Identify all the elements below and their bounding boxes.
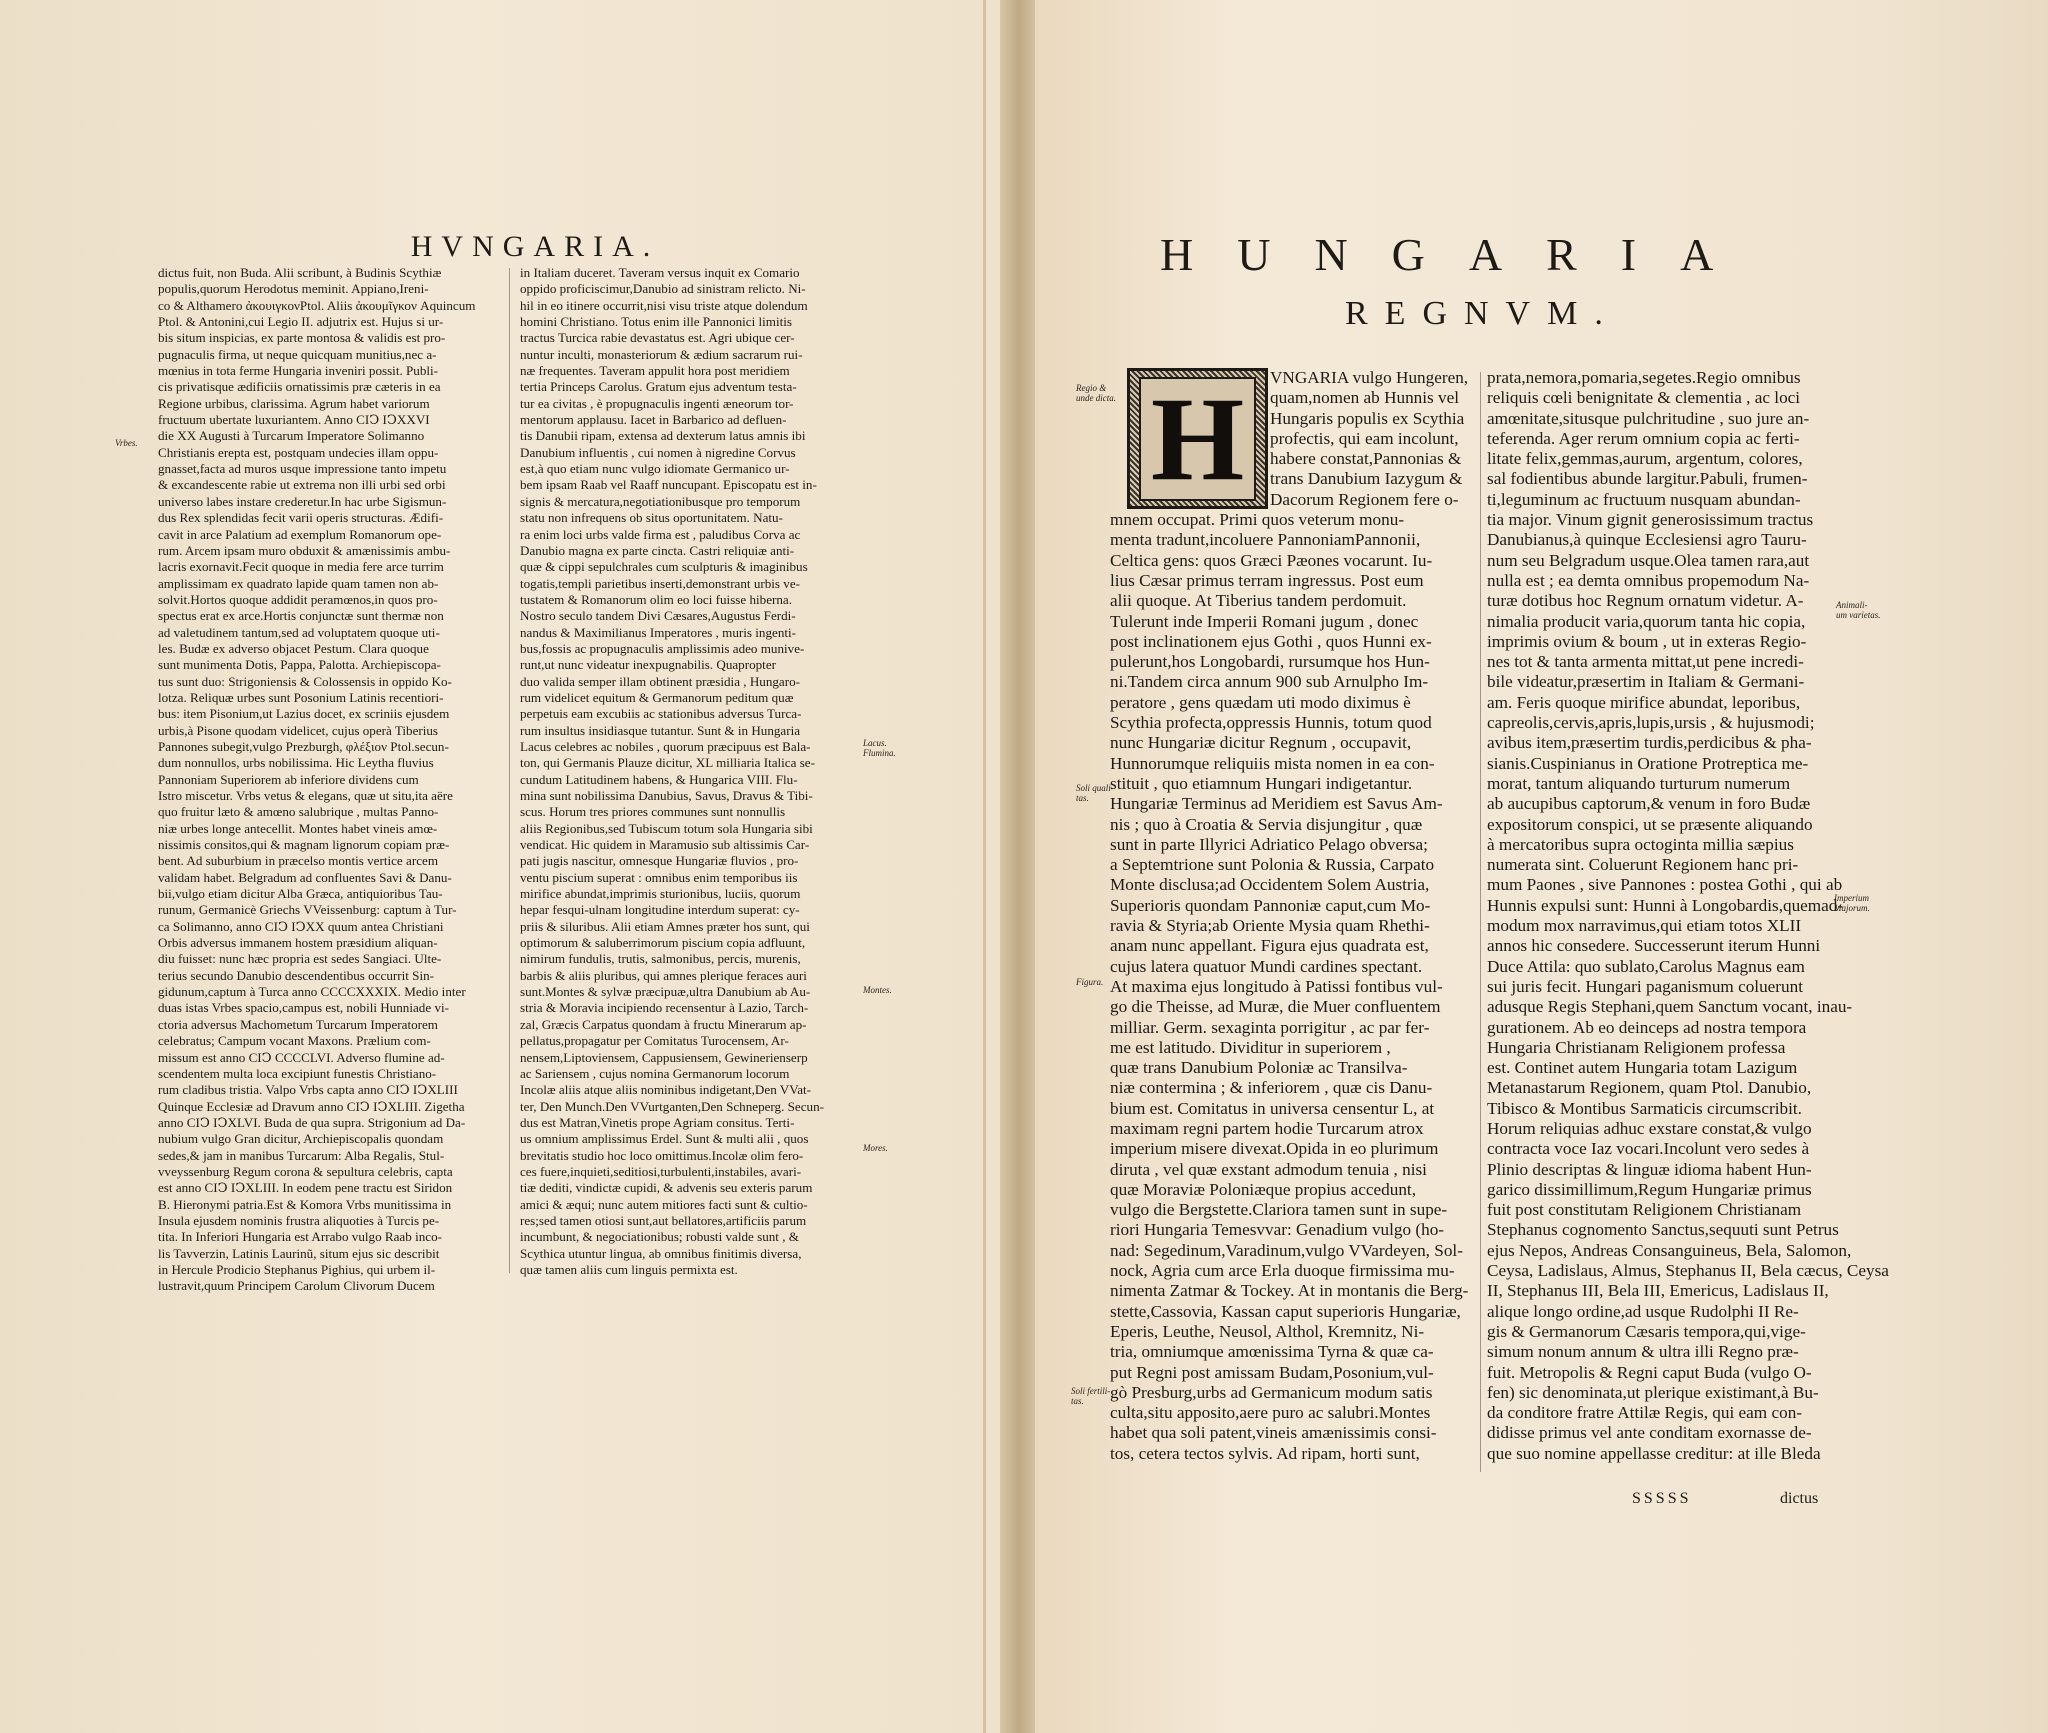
text-line: cavit in arce Palatium ad exemplum Romanorum ope- [158, 526, 442, 542]
catchword: dictus [1780, 1490, 1819, 1507]
text-line: quæ trans Danubium Poloniæ ac Transilva- [1110, 1058, 1408, 1078]
text-line: Pannones subegit,vulgo Prezburgh, φλέξιον Ptol.secun- [158, 738, 449, 754]
text-line: lacris exornavit.Fecit quoque in media fere arce turrim [158, 559, 444, 575]
left-running-head: HVNGARIA. [410, 230, 660, 263]
text-line: runt,ut nunc videatur inexpugnabilis. Quapropter [520, 657, 776, 673]
text-line: pati jugis nascitur, omnesque Hungariæ fluvios , pro- [520, 853, 799, 869]
text-line: validam habet. Belgradum ad confluentes Savi & Danu- [158, 869, 452, 885]
text-line: quæ & cippi sepulchrales cum sculpturis & imaginibus [520, 559, 808, 575]
text-line: mœnius in tota ferme Hungaria inveniri possit. Publi- [158, 363, 439, 379]
right-page-subtitle: REGNVM. [1345, 295, 1620, 332]
text-line: milliar. Germ. sexaginta porrigitur , ac par fer- [1110, 1017, 1430, 1037]
text-line: menta tradunt,incoluere PannoniamPannonii, [1110, 530, 1421, 550]
text-line: expositorum conspici, ut se præsente aliquando [1487, 814, 1813, 834]
text-line: nad: Segedinum,Varadinum,vulgo VVardeyen, Sol- [1110, 1240, 1463, 1260]
text-line: spectus erat ex arce.Hortis conjunctæ sunt thermæ non [158, 608, 444, 624]
text-line: runum, Germanicè Griechs VVeissenburg: captum à Tur- [158, 902, 457, 918]
text-line: ab aucupibus captorum,& venum in foro Budæ [1487, 794, 1811, 814]
text-line: ac Sariensem , cujus nomina Germanorum locorum [520, 1065, 790, 1081]
text-line: Danubianus,à quinque Ecclesiensi agro Tauru- [1487, 530, 1807, 550]
text-line: brevitatis studio hoc loco omittimus.Incolæ olim fero- [520, 1147, 804, 1163]
text-line: aliis Regionibus,sed Tubiscum totum sola Hungaria sibi [520, 820, 813, 836]
text-line: anam nunc appellant. Figura ejus quadrata est, [1110, 936, 1429, 956]
text-line: co & Althamero ἀκουιγκονPtol. Aliis ἀκουμῖγκον Aquincum [158, 297, 476, 313]
text-line: lius Cæsar primus terram ingressus. Post eum [1110, 570, 1424, 590]
text-line: que suo nomine appellasse creditur: at ille Bleda [1487, 1443, 1821, 1463]
margin-note-situs: Soli quali- tas. [1076, 783, 1114, 803]
text-line: Insula ejusdem nominis frustra aliquoties à Turcis pe- [158, 1212, 440, 1228]
text-line: anno CIↃ IↃXLVI. Buda de qua supra. Strigonium ad Da- [158, 1114, 466, 1130]
text-line: imprimis ovium & boum , ut in exteras Regio- [1487, 631, 1807, 651]
text-line: nimenta Zatmar & Tockey. At in montanis die Berg- [1110, 1281, 1469, 1301]
margin-note-figura: Figura. [1076, 977, 1104, 987]
text-line: rum. Arcem ipsam muro obduxit & amænissimis ambu- [158, 542, 451, 558]
text-line: dum nonnullos, urbs nobilissima. Hic Leytha fluvius [158, 755, 434, 771]
text-line: stituit , quo etiamnum Hungari indigetantur. [1110, 773, 1413, 793]
text-line: modum mox narravimus,qui etiam totos XLII [1487, 916, 1802, 936]
text-line: amplissimam ex quadrato lapide quam tamen non ab- [158, 575, 439, 591]
text-line: solvit.Hortos quoque addidit peramœnos,in quos pro- [158, 591, 438, 607]
text-line: Hungaria Christianam Religionem professa [1487, 1037, 1786, 1057]
left-page [0, 0, 1000, 1733]
text-line: Danubio magna ex parte cincta. Castri reliquiæ anti- [520, 542, 795, 558]
text-line: mnem occupat. Primi quos veterum monu- [1110, 510, 1405, 530]
text-line: est,à quo etiam nunc vulgo idiomate Germanico ur- [520, 461, 790, 477]
text-line: lis Tavverzin, Latinis Laurinũ, situm ejus sic describit [158, 1245, 440, 1261]
text-line: alique longo ordine,ad usque Rudolphi II Re- [1487, 1301, 1799, 1321]
text-line: Danubium influentis , cui nomen à nigredine Corvus [520, 444, 796, 460]
margin-note-montes: Montes. [863, 985, 892, 995]
margin-note-mores: Mores. [863, 1143, 888, 1153]
text-line: est. Continet autem Hungaria totam Lazigum [1487, 1058, 1798, 1078]
text-line: tis Danubii ripam, extensa ad dexterum latus amnis ibi [520, 428, 806, 444]
text-line: culta,situ apposito,aere puro ac salubri.Montes [1110, 1403, 1431, 1423]
text-line: Scythica utuntur lingua, ab omnibus finitimis diversa, [520, 1245, 802, 1261]
text-line: riori Hungaria Temesvvar: Genadium vulgo (ho- [1110, 1220, 1445, 1240]
text-line: gnasset,facta ad muros usque impressione tanto impetu [158, 461, 447, 477]
left-page-edge [983, 0, 986, 1733]
text-line: VNGARIA vulgo Hungeren, [1270, 368, 1469, 387]
text-line: Hungariæ Terminus ad Meridiem est Savus Am- [1110, 794, 1443, 814]
text-line: amœnitate,situsque pulchritudine , suo jure an- [1487, 408, 1810, 428]
text-line: incumbunt, & negociationibus; robusti valde sunt , & [520, 1229, 799, 1245]
text-line: lotza. Reliquæ urbes sunt Posonium Latinis recentiori- [158, 689, 444, 705]
text-line: Monte disclusa;ad Occidentem Solem Austria, [1110, 875, 1430, 895]
text-line: mirifice abundat,imprimis sturionibus, luciis, quorum [520, 886, 801, 902]
text-line: tus sunt duo: Strigoniensis & Colossensis in oppido Ko- [158, 673, 452, 689]
text-line: II, Stephanus III, Bela III, Emericus, Ladislaus II, [1487, 1281, 1829, 1301]
text-line: optimorum & saluberrimorum piscium copia adfluunt, [520, 935, 806, 951]
text-line: togatis,templi parietibus inserti,demonstrant urbis ve- [520, 575, 801, 591]
text-line: habet qua soli patent,vineis amænissimis consi- [1110, 1423, 1437, 1443]
text-line: tos, cetera tectos sylvis. Ad ripam, horti sunt, [1110, 1443, 1420, 1463]
text-line: nis ; quo à Croatia & Servia disjungitur , quæ [1110, 814, 1423, 834]
text-line: lustravit,quum Principem Carolum Clivorum Ducem [158, 1278, 435, 1294]
text-line: morat, tantum aliquando turturum numerum [1487, 773, 1791, 793]
text-line: pulerunt,hos Longobardi, rursumque hos Hun- [1110, 652, 1430, 672]
text-line: missum est anno CIↃ CCCCLVI. Adverso flumine ad- [158, 1049, 445, 1065]
text-line: duo valida semper illam obtinent præsidia , Hungaro- [520, 673, 801, 689]
text-line: ventu piscium superat : omnibus enim temporibus iis [520, 869, 798, 885]
text-line: terius secundo Danubio descendentibus occurrit Sin- [158, 967, 434, 983]
text-line: amici & æqui; nunc autem mitiores facti sunt & cultio- [520, 1196, 808, 1212]
text-line: Lacus celebres ac nobiles , quorum præcipuus est Bala- [520, 738, 811, 754]
text-line: teferenda. Ager rerum omnium copia ac ferti- [1487, 428, 1800, 448]
text-line: litate felix,gemmas,aurum, argentum, colores, [1487, 449, 1803, 469]
column-divider-left [509, 268, 510, 1273]
text-line: priis & siluribus. Alii etiam Amnes præter hos sunt, qui [520, 918, 810, 934]
text-line: us omnium amplissimus Erdel. Sunt & multi alii , quos [520, 1131, 809, 1147]
text-line: a Septemtrione sunt Polonia & Russia, Carpato [1110, 855, 1435, 875]
text-line: profectis, qui eam incolunt, [1270, 428, 1459, 448]
text-line: niæ urbes longe antecellit. Montes habet vineis amœ- [158, 820, 438, 836]
text-line: annos hic consedere. Successerunt iterum Hunni [1487, 936, 1821, 956]
text-line: ravia & Styria;ab Oriente Mysia quam Rhethi- [1110, 916, 1430, 936]
text-line: mina sunt nobilissima Danubius, Savus, Dravus & Tibi- [520, 788, 813, 803]
text-line: Christianis erepta est, postquam undecies illam oppu- [158, 444, 439, 460]
text-line: Hungaris populis ex Scythia [1270, 408, 1465, 428]
text-line: res;sed tamen otiosi sunt,aut bellatores,artificiis parum [520, 1212, 807, 1228]
text-line: fen) sic denominata,ut plerique existimant,à Bu- [1487, 1382, 1819, 1402]
left-text-column-2 [520, 265, 860, 1278]
right-text-column-1 [1110, 368, 1475, 1464]
text-line: Scythia profecta,oppressis Hunnis, totum quod [1110, 713, 1432, 733]
text-line: bile videatur,præsertim in Italiam & Germani- [1487, 672, 1805, 692]
text-line: Stephanus cognomento Sanctus,sequuti sunt Petrus [1487, 1220, 1839, 1240]
text-line: Eperis, Leuthe, Neusol, Althol, Kremnitz, Ni- [1110, 1321, 1425, 1341]
text-line: fuit. Metropolis & Regni caput Buda (vulgo O- [1487, 1362, 1812, 1382]
text-line: pugnaculis firma, ut neque quicquam munitius,nec a- [158, 346, 437, 362]
text-line: ni.Tandem circa annum 900 sub Arnulpho Im- [1110, 672, 1429, 692]
text-line: go die Theisse, ad Muræ, die Muer confluentem [1110, 997, 1441, 1017]
text-line: nock, Agria cum arce Erla duoque firmissima mu- [1110, 1261, 1455, 1281]
text-line: Regione urbibus, clarissima. Agrum habet variorum [158, 395, 430, 411]
text-line: nissimis consitos,qui & magnam lignorum copiam præ- [158, 837, 450, 853]
text-line: Hunnis expulsi sunt: Hunni à Longobardis,quemad- [1487, 895, 1844, 915]
text-line: Orbis adversus immanem hostem præsidium aliquan- [158, 935, 438, 951]
text-line: avibus item,præsertim turdis,perdicibus & pha- [1487, 733, 1812, 753]
text-line: Tulerunt inde Imperii Romani jugum , donec [1110, 611, 1419, 631]
text-line: turæ dotibus hoc Regnum ornatum videtur. A- [1487, 591, 1804, 611]
text-line: signis & mercatura,negotiationibusque pro temporum [520, 493, 801, 509]
text-line: hil in eo itinere occurrit,nisi visu triste atque dolendum [520, 297, 808, 313]
text-line: barbis & aliis pluribus, qui amnes plerique feraces auri [520, 967, 807, 983]
margin-note-urbes: Vrbes. [115, 438, 138, 448]
text-line: bent. Ad suburbium in præcelso montis vertice arcem [158, 853, 439, 869]
text-line: nimirum fundulis, trutis, salmonibus, percis, murenis, [520, 951, 801, 967]
text-line: reliquis cœli benignitate & clementia , ac loci [1487, 388, 1801, 408]
margin-note-animalia: Animali- um varietas. [1836, 600, 1881, 620]
text-line: am. Feris quoque mirifice abundat, leporibus, [1487, 692, 1801, 712]
text-line: da conditore fratre Attilæ Regis, qui eam con- [1487, 1403, 1803, 1423]
text-line: die XX Augusti à Turcarum Imperatore Solimanno [158, 428, 425, 444]
text-line: Horum reliquias adhuc exstare constat,& vulgo [1487, 1118, 1812, 1138]
text-line: gurationem. Ab eo deinceps ad nostra tempora [1487, 1017, 1807, 1037]
text-line: sal fodientibus abunde largitur.Pabuli, frumen- [1487, 469, 1808, 489]
text-line: Dacorum Regionem fere o- [1270, 489, 1459, 509]
text-line: oppido proficiscimur,Danubio ad sinistram relicto. Ni- [520, 281, 806, 297]
text-line: tria, omniumque amœnissima Tyrna & quæ ca- [1110, 1342, 1434, 1362]
text-line: est anno CIↃ IↃXLIII. In eodem pene tractu est Siridon [158, 1180, 453, 1196]
text-line: duas istas Vrbes spacio,campus est, nobili Hunniade vi- [158, 1000, 449, 1016]
text-line: & excandescente rabie ut extrema non illi urbi sed orbi [158, 477, 446, 493]
text-line: bis situm inspicias, ex parte montosa & validis est pro- [158, 330, 446, 346]
text-line: dictus fuit, non Buda. Alii scribunt, à Budinis Scythiæ [158, 265, 442, 280]
text-line: Superioris quondam Pannoniæ caput,cum Mo- [1110, 895, 1431, 915]
text-line: Nostro seculo tandem Divi Cæsares,Augustus Ferdi- [520, 608, 796, 624]
text-line: urbis,à Pisone quodam videlicet, cujus operà Tiberius [158, 722, 439, 738]
text-line: à mercatoribus supra octoginta millia sæpius [1487, 834, 1794, 854]
text-line: ra enim loci urbs valde firma est , paludibus Corva ac [520, 526, 801, 542]
text-line: quæ Moraviæ Poloniæque propius accedunt, [1110, 1179, 1417, 1199]
text-line: pellatus,propagatur per Comitatus Turocensem, Ar- [520, 1033, 789, 1049]
text-line: gò Presburg,urbs ad Germanicum modum satis [1110, 1382, 1433, 1402]
book-gutter [1000, 0, 1035, 1733]
text-line: imperium misere divexat.Opida in eo plurimum [1110, 1139, 1439, 1159]
text-line: stette,Cassovia, Kassan caput superioris Hungariæ, [1110, 1301, 1461, 1321]
text-line: bium est. Comitatus in universa censentur L, at [1110, 1098, 1435, 1118]
text-line: mum Paones , sive Pannones : postea Gothi , qui ab [1487, 875, 1843, 895]
text-line: habere constat,Pannonias & [1270, 449, 1462, 469]
text-line: ejus Nepos, Andreas Consanguineus, Bela, Salomon, [1487, 1240, 1852, 1260]
text-line: post inclinationem ejus Gothi , quos Hunni ex- [1110, 631, 1432, 651]
text-line: capreolis,cervis,apris,lupis,ursis , & hujusmodi; [1487, 713, 1815, 733]
text-line: rum insultus insidiasque tutantur. Sunt & in Hungaria [520, 722, 801, 738]
margin-note-imperium: Imperium Majorum. [1834, 893, 1870, 913]
text-line: ton, qui Germanis Plauze dicitur, XL milliaria Italica se- [520, 755, 815, 771]
text-line: in Italiam duceret. Taveram versus inquit ex Comario [520, 265, 800, 280]
text-line: ad valetudinem tantum,sed ad voluptatem quoque uti- [158, 624, 440, 640]
text-line: bus,fossis ac propugnaculis amplissimis adeo munive- [520, 640, 805, 656]
text-line: Ptol. & Antonini,cui Legio II. adjutrix est. Hujus si ur- [158, 314, 444, 330]
text-line: populis,quorum Herodotus meminit. Appiano,Ireni- [158, 281, 429, 297]
text-line: sedes,& jam in manibus Turcarum: Alba Regalis, Stul- [158, 1147, 445, 1163]
text-line: quæ tamen aliis cum linguis permixta est. [520, 1261, 738, 1277]
text-line: diu fuisset: nunc hæc propria est sedes Sangiaci. Ulte- [158, 951, 442, 967]
text-line: contracta voce Iaz vocari.Incolunt vero sedes à [1487, 1139, 1810, 1159]
text-line: tractus Turcica rabie devastatus est. Agri ubique cer- [520, 330, 795, 346]
text-line: Duce Attila: quo sublato,Carolus Magnus eam [1487, 956, 1805, 976]
text-line: vveyssenburg Regum corona & sepultura celebris, capta [158, 1163, 453, 1179]
text-line: ces fuere,inquieti,seditiosi,turbulenti,instabiles, avari- [520, 1163, 802, 1179]
text-line: quam,nomen ab Hunnis vel [1270, 388, 1460, 408]
text-line: gidunum,captum à Turca anno CCCCXXXIX. Medio inter [158, 984, 466, 1000]
text-line: alii quoque. At Tiberius tandem perdomuit. [1110, 591, 1407, 611]
text-line: mentorum applausu. Iacet in Barbarico ad defluen- [520, 412, 787, 428]
text-line: hepar fesqui-ulnam longitudine interdum superat: cy- [520, 902, 800, 918]
text-line: Ceysa, Ladislaus, Almus, Stephanus II, Bela cæcus, Ceysa [1487, 1261, 1889, 1281]
text-line: cundum Latitudinem habens, & Hungarica VIII. Flu- [520, 771, 798, 787]
column-divider-right [1480, 372, 1481, 1472]
text-line: scus. Horum tres priores communes sunt nonnullis [520, 804, 786, 820]
text-line: Metanastarum Regionem, quam Ptol. Danubio, [1487, 1078, 1812, 1098]
text-line: Pannoniam Superiorem ab inferiore dividens cum [158, 771, 419, 787]
text-line: prata,nemora,pomaria,segetes.Regio omnibus [1487, 368, 1801, 387]
text-line: bem ipsam Raab vel Raaff nuncupant. Episcopatu est in- [520, 477, 817, 493]
text-line: sunt munimenta Dotis, Pappa, Palotta. Archiepiscopa- [158, 657, 441, 673]
text-line: bus: item Pisonium,ut Lazius docet, ex scriniis ejusdem [158, 706, 450, 722]
text-line: dus est Matran,Vinetis prope Agriam consitus. Terti- [520, 1114, 795, 1130]
text-line: Istro miscetur. Vrbs vetus & elegans, quæ ut situ,ita aëre [158, 788, 453, 803]
margin-note-soli-fertilitas: Soli fertili- tas. [1071, 1386, 1111, 1406]
text-line: statu non infrequens ob situs oportunitatem. Natu- [520, 510, 783, 526]
text-line: stria & Moravia incipiendo recensentur à Lazio, Tarch- [520, 1000, 809, 1016]
margin-note-regio: Regio & unde dicta. [1076, 383, 1116, 403]
text-line: bii,vulgo etiam dicitur Alba Græca, antiquioribus Tau- [158, 886, 443, 902]
text-line: quo fruitur læto & amœno salubrique , multas Panno- [158, 804, 439, 820]
text-line: Incolæ aliis atque aliis nominibus indigetant,Den VVat- [520, 1082, 812, 1098]
signature-mark: SSSSS [1632, 1490, 1692, 1507]
text-line: scendentem multa loca excipiunt funestis Christiano- [158, 1065, 437, 1081]
text-line: Quinque Ecclesiæ ad Dravum anno CIↃ IↃXLIII. Zigetha [158, 1098, 465, 1114]
text-line: niæ contermina ; & inferiorem , quæ cis Danu- [1110, 1078, 1433, 1098]
text-line: tustatem & Romanorum olim eo loci fuisse hiberna. [520, 591, 793, 607]
text-line: nuntur inculti, monasteriorum & ædium sacrarum rui- [520, 346, 803, 362]
text-line: homini Christiano. Totus enim ille Pannonici limitis [520, 314, 792, 330]
text-line: rum cladibus tristia. Valpo Vrbs capta anno CIↃ IↃXLIII [158, 1082, 458, 1098]
text-line: didisse primus vel ante conditam exornasse de- [1487, 1423, 1812, 1443]
text-line: ca Solimanno, anno CIↃ IↃXX quum antea Christiani [158, 918, 444, 934]
text-line: B. Hieronymi patria.Est & Komora Vrbs munitissima in [158, 1196, 452, 1212]
text-line: zal, Græcis Carpatus quondam à fructu Minerarum ap- [520, 1016, 807, 1032]
text-line: nulla est ; ea demta omnibus propemodum Na- [1487, 570, 1810, 590]
text-line: les. Budæ ex adverso objacet Pestum. Clara quoque [158, 640, 429, 656]
text-line: tur ea civitas , è propugnaculis ingenti æneorum tor- [520, 395, 794, 411]
text-line: cis privatisque ædificiis ornatissimis præ cæteris in ea [158, 379, 441, 395]
text-line: nubium vulgo Gran dicitur, Archiepiscopalis quondam [158, 1131, 444, 1147]
text-line: ti,leguminum ac fructuum nusquam abundan- [1487, 489, 1801, 509]
text-line: trans Danubium Iazygum & [1270, 469, 1463, 489]
text-line: maximam regni partem hodie Turcarum atrox [1110, 1118, 1424, 1138]
text-line: gis & Germanorum Cæsaris tempora,qui,vige- [1487, 1321, 1806, 1341]
text-line: tia major. Vinum gignit generosissimum tractus [1487, 510, 1814, 530]
text-line: adusque Regis Stephani,quem Sanctum vocant, inau- [1487, 997, 1853, 1017]
text-line: Tibisco & Montibus Sarmaticis circumscribit. [1487, 1098, 1802, 1118]
text-line: peratore , gens quædam uti modo diximus è [1110, 692, 1411, 712]
text-line: ter, Den Munch.Den VVurtganten,Den Schneperg. Secun- [520, 1098, 825, 1114]
text-line: vulgo die Bergstette.Clariora tamen sunt in supe- [1110, 1200, 1448, 1220]
text-line: universo labes instare crederetur.In hac urbe Sigismun- [158, 493, 447, 509]
text-line: rum videlicet equitum & Germanorum peditum quæ [520, 689, 794, 705]
text-line: fructuum ubertate luxuriantem. Anno CIↃ IↃXXVI [158, 412, 430, 428]
left-text-column-1 [158, 265, 506, 1295]
text-line: simum nonum annum & ultra illi Regno præ- [1487, 1342, 1799, 1362]
text-line: me est latitudo. Dividitur in superiorem , [1110, 1037, 1391, 1057]
text-line: perpetuis eam excubiis ac stationibus adversus Turca- [520, 706, 802, 722]
right-page-title: HUNGARIA [1160, 229, 1758, 280]
text-line: tita. In Inferiori Hungaria est Arrabo vulgo Raab inco- [158, 1229, 442, 1245]
text-line: vendicat. Hic quidem in Maramusio sub altissimis Car- [520, 837, 810, 853]
text-line: tiæ dediti, vindictæ cupidi, & advenis seu exteris parum [520, 1180, 813, 1196]
text-line: Plinio descriptas & linguæ idioma habent Hun- [1487, 1159, 1812, 1179]
text-line: celebratus; Campum vocant Maxons. Prælium com- [158, 1033, 431, 1049]
text-line: At maxima ejus longitudo à Patissi fontibus vul- [1110, 976, 1443, 996]
text-line: nimalia producit varia,quorum tanta hic copia, [1487, 611, 1806, 631]
text-line: cujus latera quatuor Mundi cardines spectant. [1110, 956, 1423, 976]
text-line: ctoria adversus Machometum Turcarum Imperatorem [158, 1016, 438, 1032]
text-line: tertia Princeps Carolus. Gratum ejus adventum testa- [520, 379, 797, 395]
text-line: nes tot & tanta armenta mittat,ut pene incredi- [1487, 652, 1804, 672]
text-line: sunt.Montes & sylvæ præcipuæ,ultra Danubium ab Au- [520, 984, 811, 1000]
text-line: fuit post constitutam Religionem Christianam [1487, 1200, 1802, 1220]
text-line: dus Rex splendidas fecit varii operis structuras. Ædifi- [158, 510, 444, 526]
drop-cap-letter: H [1139, 377, 1256, 501]
text-line: sianis.Cuspinianus in Oratione Protreptica me- [1487, 753, 1809, 773]
text-line: Celtica gens: quos Græci Pæones vocarunt. Iu- [1110, 550, 1433, 570]
text-line: numerata sint. Coluerunt Regionem hanc pri- [1487, 855, 1799, 875]
text-line: num seu Belgradum usque.Olea tamen rara,aut [1487, 550, 1810, 570]
text-line: sunt in parte Illyrici Adriatico Pelago obversa; [1110, 834, 1428, 854]
text-line: in Hercule Prodicio Stephanus Pighius, qui urbem il- [158, 1261, 436, 1277]
text-line: Hunnorumque reliquiis mista nomen in ea con- [1110, 753, 1435, 773]
text-line: nensem,Liptoviensem, Cappusiensem, Gewinerienserp [520, 1049, 808, 1065]
text-line: put Regni post amissam Budam,Posonium,vul- [1110, 1362, 1434, 1382]
text-line: diruta , vel quæ exstant admodum tenuia , nisi [1110, 1159, 1427, 1179]
text-line: nunc Hungariæ dicitur Regnum , occupavit, [1110, 733, 1412, 753]
text-line: næ frequentes. Taveram appulit hora post meridiem [520, 363, 790, 379]
text-line: sui juris fecit. Hungari paganismum coluerunt [1487, 976, 1803, 996]
text-line: garico dissimillimum,Regum Hungariæ primus [1487, 1179, 1812, 1199]
text-line: nandus & Maximilianus Imperatores , muris ingenti- [520, 624, 797, 640]
margin-note-lacus: Lacus. Flumina. [863, 738, 896, 758]
